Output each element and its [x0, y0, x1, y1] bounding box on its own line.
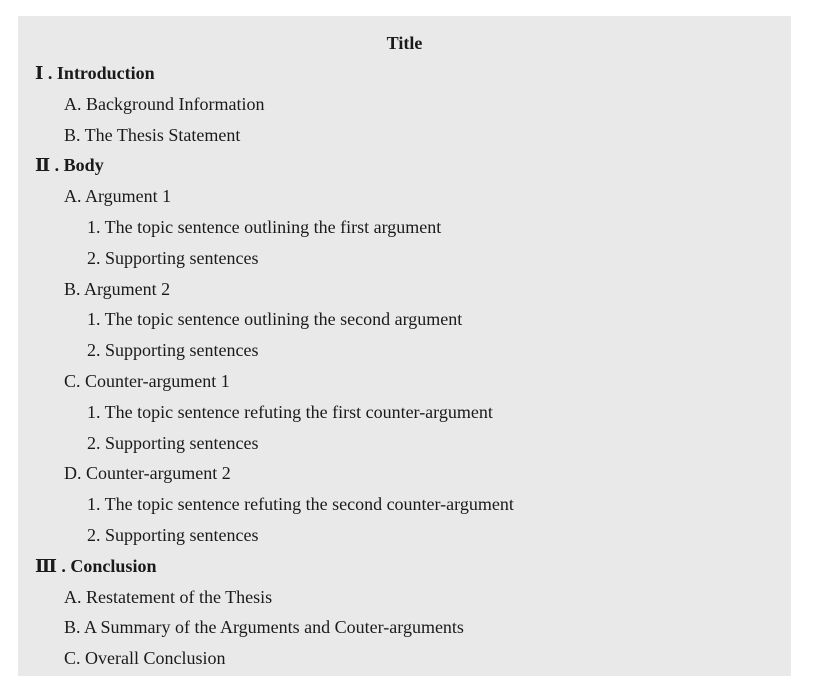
- section-heading-conclusion: Ⅲ . Conclusion: [35, 555, 157, 576]
- section-heading-body: Ⅱ . Body: [35, 155, 104, 176]
- outline-subitem: 2. Supporting sentences: [87, 247, 259, 268]
- outline-item: B. The Thesis Statement: [64, 124, 241, 145]
- outline-subitem: 1. The topic sentence outlining the second argument: [87, 309, 463, 330]
- outline-subitem: 1. The topic sentence refuting the second counter-argument: [87, 494, 514, 515]
- section-heading-introduction: Ⅰ . Introduction: [35, 63, 155, 83]
- outline-subitem: 2. Supporting sentences: [87, 432, 259, 453]
- section-numeral: Ⅰ: [35, 63, 44, 83]
- section-heading-text: Introduction: [56, 63, 155, 83]
- outline-item: D. Counter-argument 2: [64, 463, 231, 484]
- section-numeral: Ⅲ: [35, 555, 57, 576]
- outline-item: B. A Summary of the Arguments and Couter-arguments: [64, 617, 464, 638]
- section-heading-text: Conclusion: [70, 555, 157, 576]
- outline-item: A. Restatement of the Thesis: [64, 586, 273, 607]
- outline-item: A. Background Information: [64, 93, 265, 114]
- outline-subitem: 2. Supporting sentences: [87, 340, 259, 361]
- outline-item: A. Argument 1: [64, 186, 172, 207]
- section-heading-text: Body: [63, 155, 104, 176]
- outline-subitem: 2. Supporting sentences: [87, 524, 259, 545]
- outline-subitem: 1. The topic sentence outlining the first argument: [87, 216, 442, 237]
- outline-subitem: 1. The topic sentence refuting the first counter-argument: [87, 401, 493, 422]
- page-title: Title: [386, 33, 423, 53]
- essay-outline: [18, 62, 791, 678]
- outline-item: B. Argument 2: [64, 278, 171, 299]
- outline-item: C. Counter-argument 1: [64, 370, 230, 391]
- outline-panel: [18, 16, 791, 676]
- section-numeral: Ⅱ: [35, 155, 51, 176]
- outline-item: C. Overall Conclusion: [64, 648, 226, 669]
